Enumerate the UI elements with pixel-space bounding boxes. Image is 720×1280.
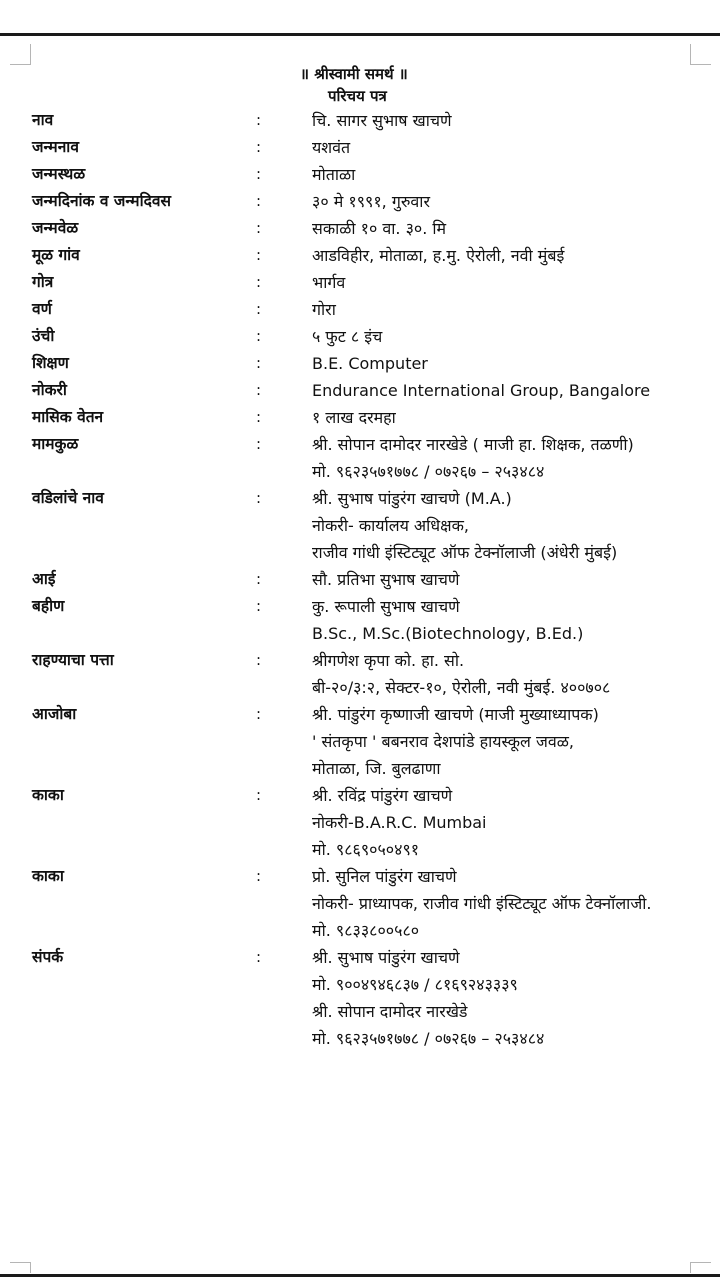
- field-label: गोत्र: [32, 273, 54, 291]
- field-separator: :: [256, 246, 262, 264]
- field-values: [312, 242, 720, 269]
- field-values: [312, 782, 720, 863]
- biodata-table: [0, 107, 720, 1052]
- field-value-line: प्रो. सुनिल पांडुरंग खाचणे: [312, 867, 457, 886]
- page-top-border: [0, 33, 720, 36]
- biodata-row: [0, 404, 720, 431]
- field-value-line: १ लाख दरमहा: [312, 408, 396, 427]
- field-label: आजोबा: [32, 705, 77, 723]
- biodata-row: [0, 296, 720, 323]
- document-subtitle: परिचय पत्र: [328, 87, 387, 105]
- field-separator: :: [256, 111, 262, 129]
- field-label: जन्मनाव: [32, 138, 79, 156]
- field-values: [312, 485, 720, 566]
- field-value-line: B.E. Computer: [312, 354, 428, 373]
- biodata-row: [0, 215, 720, 242]
- field-separator: :: [256, 381, 262, 399]
- field-separator: :: [256, 300, 262, 318]
- field-values: [312, 566, 720, 593]
- field-label: काका: [32, 786, 64, 804]
- biodata-row: [0, 782, 720, 863]
- field-value-line: नोकरी-B.A.R.C. Mumbai: [312, 813, 487, 832]
- field-label: मासिक वेतन: [32, 408, 104, 426]
- field-value-line: श्री. सोपान दामोदर नारखेडे: [312, 1002, 468, 1021]
- field-value-line: मो. ९६२३५७१७७८ / ०७२६७ – २५३४८४: [312, 1029, 545, 1048]
- field-label: जन्मदिनांक व जन्मदिवस: [32, 192, 171, 210]
- field-label: उंची: [32, 327, 55, 345]
- field-value-line: भार्गव: [312, 273, 346, 292]
- field-value-line: यशवंत: [312, 138, 351, 157]
- field-separator: :: [256, 651, 262, 669]
- field-value-line: सौ. प्रतिभा सुभाष खाचणे: [312, 570, 460, 589]
- field-label: काका: [32, 867, 64, 885]
- field-value-line: मो. ९००४९४६८३७ / ८१६९२४३३३९: [312, 975, 518, 994]
- field-value-line: ' संतकृपा ' बबनराव देशपांडे हायस्कूल जवळ,: [312, 732, 574, 751]
- field-value-line: श्री. पांडुरंग कृष्णाजी खाचणे (माजी मुख्याध्यापक): [312, 705, 599, 724]
- field-separator: :: [256, 705, 262, 723]
- field-separator: :: [256, 219, 262, 237]
- field-value-line: मोताळा, जि. बुलढाणा: [312, 759, 441, 778]
- field-values: [312, 323, 720, 350]
- field-separator: :: [256, 435, 262, 453]
- field-value-line: श्रीगणेश कृपा को. हा. सो.: [312, 651, 465, 670]
- biodata-row: [0, 323, 720, 350]
- field-separator: :: [256, 138, 262, 156]
- document-title: ॥ श्रीस्वामी समर्थ ॥: [300, 65, 408, 83]
- field-label: बहीण: [32, 597, 65, 615]
- biodata-row: [0, 566, 720, 593]
- page-corner-mark: [690, 44, 711, 65]
- field-values: [312, 863, 720, 944]
- field-label: शिक्षण: [32, 354, 69, 372]
- biodata-row: [0, 593, 720, 647]
- field-values: [312, 350, 720, 377]
- page-corner-mark: [10, 1262, 31, 1273]
- biodata-row: [0, 485, 720, 566]
- biodata-row: [0, 377, 720, 404]
- field-value-line: चि. सागर सुभाष खाचणे: [312, 111, 452, 130]
- field-values: [312, 701, 720, 782]
- field-separator: :: [256, 489, 262, 507]
- field-value-line: सकाळी १० वा. ३०. मि: [312, 219, 447, 238]
- field-value-line: श्री. सुभाष पांडुरंग खाचणे (M.A.): [312, 489, 512, 508]
- field-value-line: श्री. सोपान दामोदर नारखेडे ( माजी हा. शिक्षक, तळणी): [312, 435, 634, 454]
- field-separator: :: [256, 354, 262, 372]
- page-bottom-border: [0, 1274, 720, 1277]
- biodata-row: [0, 188, 720, 215]
- biodata-row: [0, 107, 720, 134]
- field-value-line: श्री. रविंद्र पांडुरंग खाचणे: [312, 786, 453, 805]
- field-values: [312, 431, 720, 485]
- page-corner-mark: [10, 44, 31, 65]
- field-separator: :: [256, 867, 262, 885]
- field-separator: :: [256, 570, 262, 588]
- field-separator: :: [256, 327, 262, 345]
- field-label: जन्मस्थळ: [32, 165, 86, 183]
- field-values: [312, 269, 720, 296]
- biodata-row: [0, 350, 720, 377]
- field-value-line: नोकरी- प्राध्यापक, राजीव गांधी इंस्टिट्यूट ऑफ टेक्नॉलाजी.: [312, 894, 652, 913]
- field-value-line: ३० मे १९९१, गुरुवार: [312, 192, 430, 211]
- field-value-line: नोकरी- कार्यालय अधिक्षक,: [312, 516, 469, 535]
- biodata-row: [0, 647, 720, 701]
- biodata-row: [0, 134, 720, 161]
- field-values: [312, 161, 720, 188]
- field-value-line: कु. रूपाली सुभाष खाचणे: [312, 597, 460, 616]
- field-label: मामकुळ: [32, 435, 79, 453]
- field-values: [312, 215, 720, 242]
- biodata-row: [0, 863, 720, 944]
- field-values: [312, 404, 720, 431]
- field-separator: :: [256, 408, 262, 426]
- field-value-line: श्री. सुभाष पांडुरंग खाचणे: [312, 948, 460, 967]
- field-values: [312, 944, 720, 1052]
- field-value-line: ५ फुट ८ इंच: [312, 327, 383, 346]
- field-value-line: मो. ९८३३८००५८०: [312, 921, 420, 940]
- biodata-row: [0, 944, 720, 1052]
- field-values: [312, 377, 720, 404]
- field-label: संपर्क: [32, 948, 64, 966]
- field-label: नाव: [32, 111, 54, 129]
- field-label: नोकरी: [32, 381, 67, 399]
- field-label: वर्ण: [32, 300, 52, 318]
- field-label: जन्मवेळ: [32, 219, 79, 237]
- biodata-row: [0, 269, 720, 296]
- field-separator: :: [256, 273, 262, 291]
- field-separator: :: [256, 948, 262, 966]
- field-label: वडिलांचे नाव: [32, 489, 104, 507]
- field-values: [312, 296, 720, 323]
- field-value-line: B.Sc., M.Sc.(Biotechnology, B.Ed.): [312, 624, 584, 643]
- field-value-line: बी-२०/३:२, सेक्टर-१०, ऐरोली, नवी मुंबई. ४००७०८: [312, 678, 611, 697]
- field-value-line: मोताळा: [312, 165, 356, 184]
- biodata-row: [0, 242, 720, 269]
- field-value-line: Endurance International Group, Bangalore: [312, 381, 651, 400]
- field-values: [312, 134, 720, 161]
- biodata-row: [0, 161, 720, 188]
- field-value-line: गोरा: [312, 300, 336, 319]
- field-values: [312, 593, 720, 647]
- field-value-line: मो. ९६२३५७१७७८ / ०७२६७ – २५३४८४: [312, 462, 545, 481]
- field-label: मूळ गांव: [32, 246, 80, 264]
- field-separator: :: [256, 165, 262, 183]
- field-value-line: मो. ९८६९०५०४९१: [312, 840, 420, 859]
- field-label: राहण्याचा पत्ता: [32, 651, 114, 669]
- biodata-row: [0, 701, 720, 782]
- page-corner-mark: [690, 1262, 711, 1273]
- field-label: आई: [32, 570, 56, 588]
- biodata-row: [0, 431, 720, 485]
- field-values: [312, 647, 720, 701]
- field-value-line: आडविहीर, मोताळा, ह.मु. ऐरोली, नवी मुंबई: [312, 246, 565, 265]
- field-value-line: राजीव गांधी इंस्टिट्यूट ऑफ टेक्नॉलाजी (अंधेरी मुंबई): [312, 543, 618, 562]
- field-separator: :: [256, 597, 262, 615]
- field-separator: :: [256, 192, 262, 210]
- field-separator: :: [256, 786, 262, 804]
- field-values: [312, 107, 720, 134]
- field-values: [312, 188, 720, 215]
